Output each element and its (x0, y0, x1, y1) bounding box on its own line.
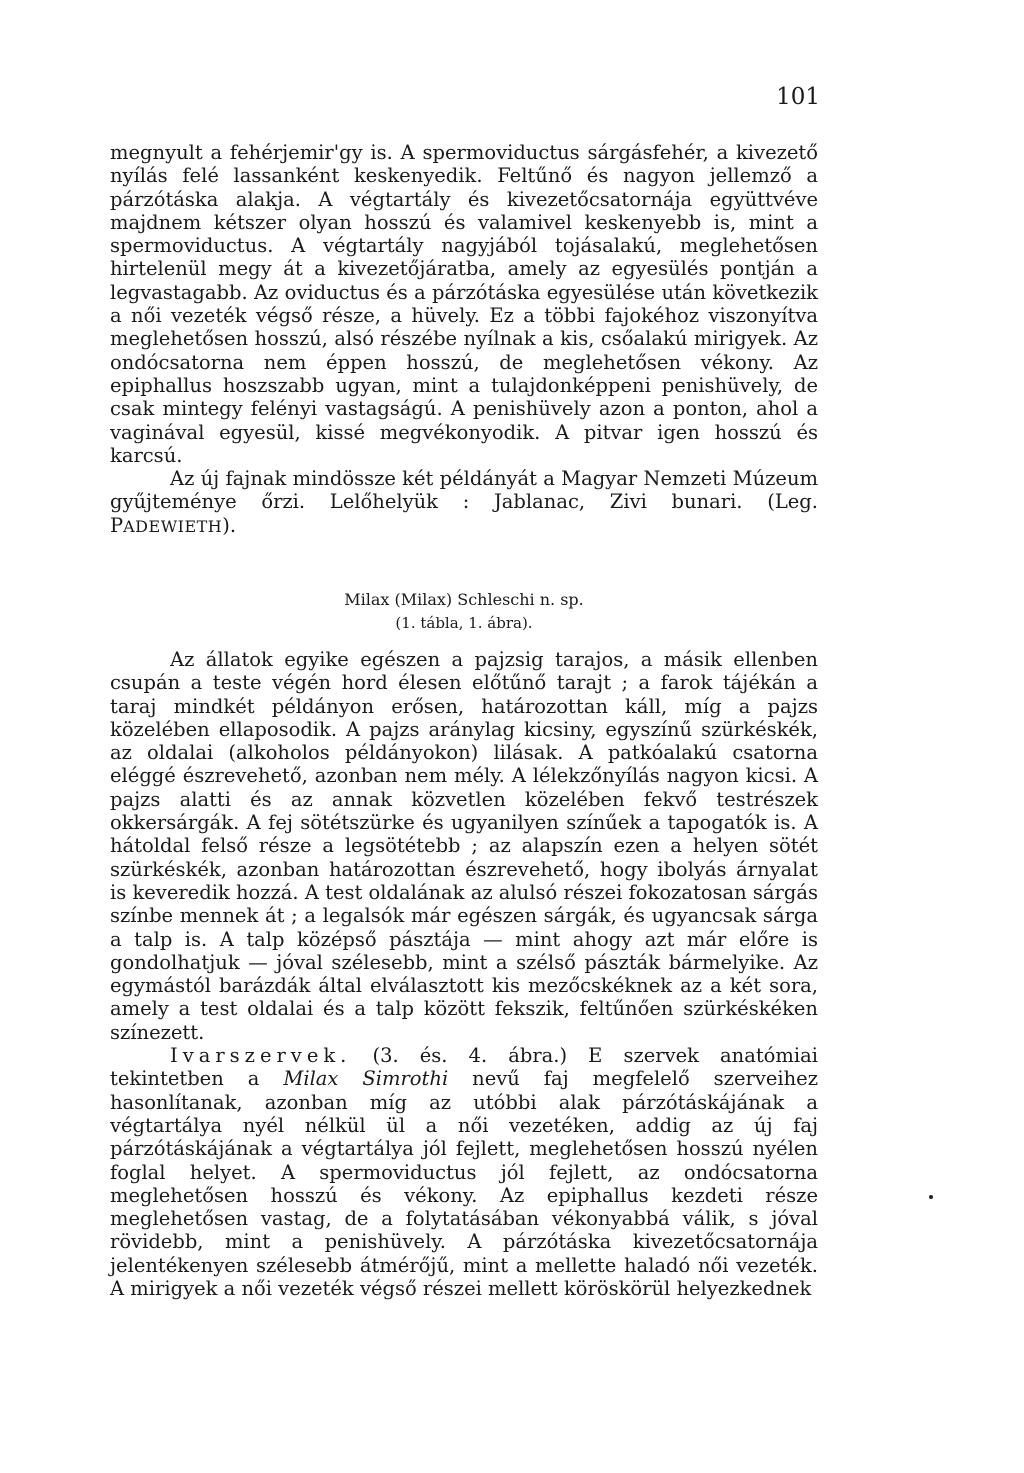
paragraph-continuation: megnyult a fehérjemir'gy is. A spermoviductus sárgásfehér, a kivezető nyílás felé lassanként keskenyedik. Feltűnő és nagyon jellemző a párzótáska alakja. A végtartály és kivezetőcsatornája együttvéve majdnem kétszer olyan hosszú és valamivel keskenyebb is, mint a spermoviductus. A végtartály nagyjából tojásalakú, meglehetősen hirtelenül megy át a kivezetőjáratba, amely az egyesülés pontján a legvastagabb. Az oviductus és a párzótáska egyesülése után következik a női vezeték végső része, a hüvely. Ez a többi fajokéhoz viszonyítva meglehetősen hosszú, alsó részébe nyílnak a kis, csőalakú mirigyek. Az ondócsatorna nem éppen hosszú, de meglehetősen vékony. Az epiphallus hoszszabb ugyan, mint a tulajdonképpeni penishüvely, de csak mintegy felényi vastagságú. A penishüvely azon a ponton, ahol a vaginával egyesül, kissé megvékonyodik. A pitvar igen hosszú és karcsú. (110, 141, 818, 467)
species-italic: Milax Simrothi (283, 1067, 449, 1091)
section-label-genitalia: Ivarszervek. (170, 1044, 352, 1068)
plate-reference: (1. tábla, 1. ábra). (395, 614, 533, 632)
collector-close: ). (222, 513, 237, 537)
margin-dot (929, 1195, 933, 1199)
paragraph-description: Az állatok egyike egészen a pajzsig tarajos, a másik ellenben csupán a teste végén hord élesen előtűnő tarajt ; a farok tájékán a taraj mindkét példányon erősen, határozottan káll, míg a pajzs közelében ellaposodik. A pajzs aránylag kicsiny, egyszínű szürkéskék, az oldalai (alkoholos példányokon) lilásak. A patkóalakú csatorna eléggé észrevehető, azonban nem mély. A lélekzőnyílás nagyon kicsi. A pajzs alatti és az annak közvetlen közelében fekvő testrészek okkersárgák. A fej sötétszürke és ugyanilyen színűek a tapogatók is. A hátoldal felső része a legsötétebb ; az alapszín ezen a helyen sötét szürkéskék, azonban határozottan észrevehető, hogy ibolyás árnyalat is keveredik hozzá. A test oldalának az alulsó részei fokozatosan sárgás színbe mennek át ; a legalsók már egészen sárgák, és ugyancsak sárga a talp is. A talp középső pásztája — mint ahogy azt már előre is gondolhatjuk — jóval szélesebb, mint a szélső pászták bármelyike. Az egymástól barázdák által elválasztott kis mezőcskéknek az a két sora, amely a test oldalai és a talp között fekszik, feltűnően szürkéskéken színezett. (110, 648, 818, 1044)
collector-name: ADEWIETH (123, 516, 223, 536)
genitalia-text-b: nevű faj megfelelő szerveihez hasonlítanak, azonban míg az utóbbi alak párzótáskájának a végtartálya nyél nélkül ül a női vezetéken, addig az új faj párzótáskájának a végtartálya jól fejlett, meglehetősen hosszú nyélen foglal helyet. A spermoviductus jól fejlett, az ondócsatorna meglehetősen hosszú és vékony. Az epiphallus kezdeti része meglehetősen vastag, de a folytatásában vékonyabbá válik, s jóval rövidebb, mint a penishüvely. A párzótáska kivezetőcsatornája jelentékenyen szélesebb átmérőjű, mint a mellette haladó női vezeték. A mirigyek a női vezeték végső részei mellett köröskörül helyezkednek (110, 1067, 818, 1301)
paragraph-genitalia (110, 1044, 818, 1300)
paragraph-specimens (110, 467, 818, 538)
genitalia-text-a: (3. és. 4. ábra.) E szervek anatómiai tekintetben a (110, 1044, 818, 1091)
lower-text-block (110, 648, 818, 1300)
species-heading: Milax (Milax) Schleschi n. sp. (344, 590, 584, 609)
specimens-text: Az új fajnak mindössze két példányát a Magyar Nemzeti Múzeum gyűjteménye őrzi. Lelőhelyük : Jablanac, Zivi bunari. (Leg. (110, 467, 818, 514)
collector-initial: P (110, 513, 124, 537)
page-number: 101 (776, 84, 820, 110)
upper-text-block (110, 141, 818, 538)
